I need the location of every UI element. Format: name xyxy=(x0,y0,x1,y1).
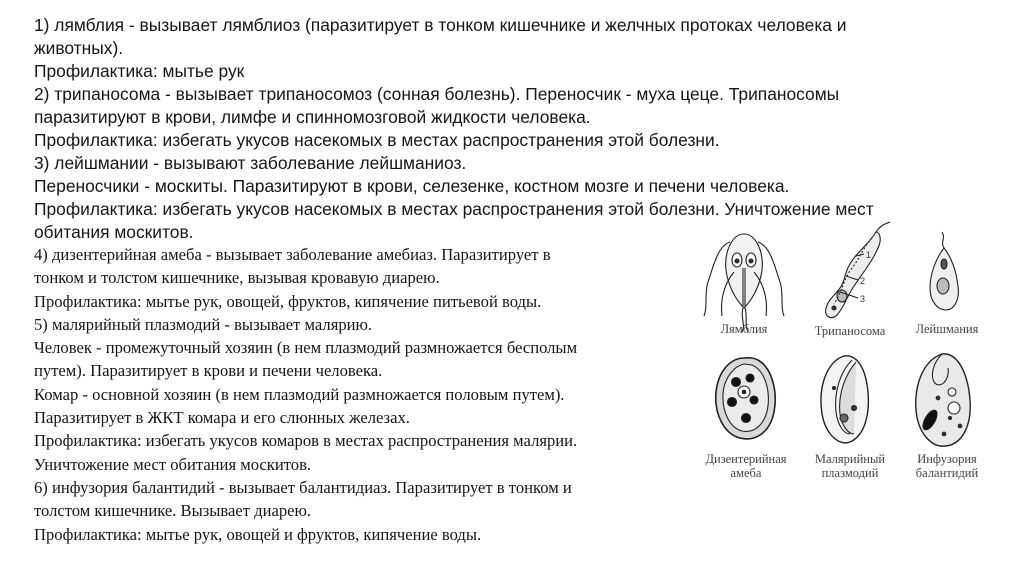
text-line: 3) лейшмании - вызывают заболевание лейшманиоз. xyxy=(34,153,467,173)
text-line: 6) инфузория балантидий - вызывает балантидиаз. Паразитирует в тонком и xyxy=(34,477,572,497)
protozoa-figure xyxy=(694,212,994,502)
trypanosoma-label-2: 2 xyxy=(860,276,866,286)
text-line: Человек - промежуточный хозяин (в нем плазмодий размножается бесполым xyxy=(34,338,578,358)
trypanosoma-drawing xyxy=(826,222,890,318)
text-line: Профилактика: избегать укусов насекомых в местах распространения этой болезни. xyxy=(34,130,720,150)
caption-balantidium: Инфузория балантидий xyxy=(915,452,979,480)
caption-leishmania: Лейшмания xyxy=(915,322,979,336)
text-line: обитания москитов. xyxy=(34,222,194,242)
caption-plasmodium: Малярийный плазмодий xyxy=(814,452,886,480)
text-line: 1) лямблия - вызывает лямблиоз (паразитирует в тонком кишечнике и желчных протоках человека и xyxy=(34,15,847,35)
giardia-drawing xyxy=(704,234,784,332)
text-line: тонком и толстом кишечнике, вызывая кровавую диарею. xyxy=(34,268,440,288)
trypanosoma-label-3: 3 xyxy=(860,294,866,304)
text-line: Паразитирует в ЖКТ комара и его слюнных железах. xyxy=(34,408,410,428)
text-line: паразитируют в крови, лимфе и спинномозговой жидкости человека. xyxy=(34,107,591,127)
trypanosoma-label-1: 1 xyxy=(866,250,872,260)
text-line: Профилактика: избегать укусов насекомых в местах распространения этой болезни. Уничтожение мест xyxy=(34,199,874,219)
caption-giardia: Лямблия xyxy=(720,322,768,336)
amoeba-drawing xyxy=(716,358,775,439)
caption-amoeba: Дизентерийная амеба xyxy=(705,452,787,480)
text-line: Профилактика: мытье рук, овощей, фруктов, кипячение питьевой воды. xyxy=(34,291,542,311)
text-line: 4) дизентерийная амеба - вызывает заболевание амебиаз. Паразитирует в xyxy=(34,245,551,264)
caption-trypanosoma: Трипаносома xyxy=(814,324,886,338)
leishmania-drawing xyxy=(930,232,958,310)
text-line: путем). Паразитирует в крови и печени человека. xyxy=(34,361,383,381)
text-line: Профилактика: мытье рук, овощей и фруктов, кипячение воды. xyxy=(34,524,482,544)
plasmodium-drawing xyxy=(821,356,868,443)
bottom-text-block xyxy=(34,243,674,546)
text-line: Комар - основной хозяин (в нем плазмодий размножается половым путем). xyxy=(34,384,565,404)
text-line: Профилактика: мытье рук xyxy=(34,61,245,81)
text-line: толстом кишечнике. Вызывает диарею. xyxy=(34,501,312,521)
top-text-block xyxy=(34,14,994,244)
text-line: животных). xyxy=(34,38,124,58)
text-line: Переносчики - москиты. Паразитируют в крови, селезенке, костном мозге и печени человека. xyxy=(34,176,790,196)
text-line: Профилактика: избегать укусов комаров в местах распространения малярии. xyxy=(34,431,578,451)
text-line: 2) трипаносома - вызывает трипаносомоз (сонная болезнь). Переносчик - муха цеце. Трипаносомы xyxy=(34,84,840,104)
balantidium-drawing xyxy=(916,354,971,446)
text-line: Уничтожение мест обитания москитов. xyxy=(34,454,312,474)
text-line: 5) малярийный плазмодий - вызывает малярию. xyxy=(34,314,373,334)
